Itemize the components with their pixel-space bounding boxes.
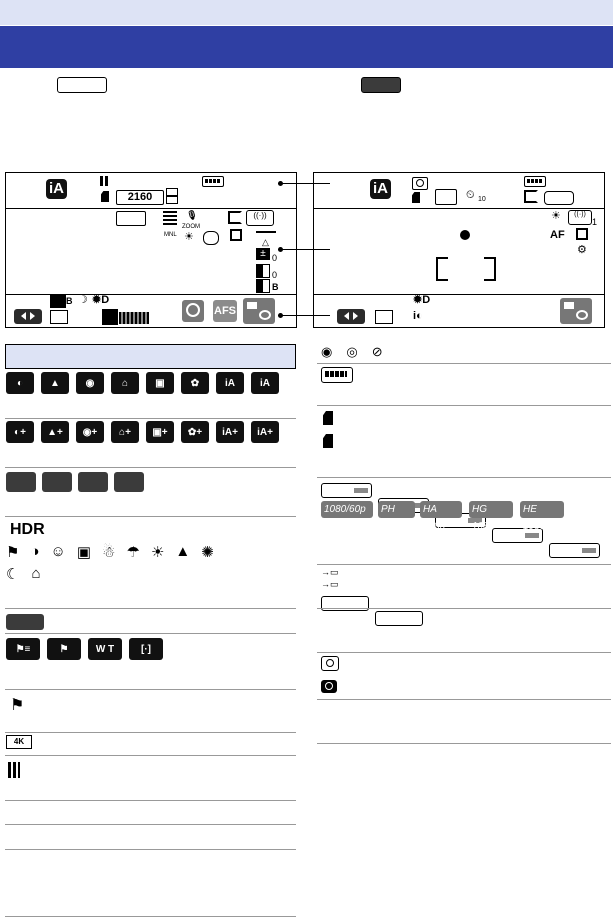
callout-line-3 <box>278 315 330 316</box>
card-icon-1 <box>323 411 333 425</box>
hdr-icon: HDR <box>10 521 45 538</box>
wifi-off-icon: ⊘ <box>371 344 383 359</box>
photo-divider-top <box>314 208 604 209</box>
portrait-mode-icon: ◑ <box>30 543 40 560</box>
right-row-line <box>317 363 611 364</box>
right-row-line <box>317 699 611 700</box>
iris-icon <box>256 279 270 293</box>
left-row-line <box>5 800 296 801</box>
scene-portrait-icon: ◐ <box>6 372 34 394</box>
af-frame-corner-tl <box>436 257 448 269</box>
callout-line-1 <box>278 183 330 184</box>
right-row-line <box>317 477 611 478</box>
left-row-line <box>5 732 296 733</box>
self-timer-icon: ⏲ <box>466 189 475 201</box>
slow-zoom-icons-row <box>6 638 166 662</box>
photo-recording-screen <box>313 172 605 328</box>
photo-sd-card-icon <box>412 192 420 203</box>
res-1080-60p: 1080/60p <box>321 501 373 518</box>
scene-icons-row <box>6 372 286 396</box>
top-band <box>0 0 613 25</box>
photo-divider-bottom <box>314 294 604 295</box>
burst-icon <box>8 762 20 778</box>
key-dark-icon <box>361 77 401 93</box>
sports-icon: ⚑ <box>6 544 20 561</box>
res-pill-7 <box>375 611 423 626</box>
card-icon-2 <box>323 434 333 448</box>
photo-face-detect-icon <box>576 228 588 240</box>
left-row-line <box>5 916 296 917</box>
left-row-line <box>5 516 296 517</box>
backlight-comp-icon <box>50 310 68 324</box>
photo-mode-switch-button[interactable] <box>560 298 592 324</box>
photo-quality-box <box>544 191 574 205</box>
photo-backlight-comp-icon <box>375 310 393 324</box>
intelligent-contrast-icon: ✹D <box>92 294 110 306</box>
res-pill-5 <box>549 543 600 558</box>
zoom-mic-label: ZOOM <box>182 224 200 230</box>
shutter-icon <box>256 264 270 278</box>
level-bar <box>256 231 276 233</box>
scene-macro-icon: ✿ <box>181 372 209 394</box>
scene-plus-ia-icon: iA+ <box>216 421 244 443</box>
res-pill-1 <box>321 483 372 498</box>
left-row-line <box>5 467 296 468</box>
manual-mic-label: MNL <box>164 232 177 238</box>
scene-scenery-icon: ▲ <box>41 372 69 394</box>
right-row-line <box>317 652 611 653</box>
key-outline-icon <box>57 77 107 93</box>
sd-card-icon <box>101 191 109 202</box>
resolution-badge: 2160 <box>116 190 164 205</box>
scene-low-light-icon: ⌂ <box>111 372 139 394</box>
video-recording-screen <box>5 172 297 328</box>
scene-plus-portrait-icon: ◐+ <box>6 421 34 443</box>
night-scenery-icon: ☾ <box>6 566 20 583</box>
brightness-icon: ☀ <box>184 231 194 243</box>
left-row-line <box>5 418 296 419</box>
scene-plus-ia-plus-icon: iA+ <box>251 421 279 443</box>
stabilizer-icon: ((·)) <box>246 210 274 226</box>
scene-plus-spotlight-icon: ◉+ <box>76 421 104 443</box>
photo-menu-arrows-button[interactable] <box>337 309 365 324</box>
ball-scene-icon <box>119 312 149 324</box>
scene-plus-scenery-icon: ▲+ <box>41 421 69 443</box>
photo-stabilizer-value: 1 <box>592 217 598 227</box>
af-frame-corner-tr <box>484 257 496 269</box>
photo-intelligent-auto-icon: iA <box>370 179 391 199</box>
sub-window-icon <box>50 295 66 308</box>
dark-key-5-icon <box>6 614 44 630</box>
relay-arrow-2-icon: →▭ <box>321 579 339 589</box>
dark-key-2-icon <box>42 472 72 492</box>
slow-motion-icon: ⚑≡ <box>6 638 40 660</box>
exposure-value: 0 <box>272 253 278 263</box>
res-ha-1080: HA 1080 <box>420 501 462 518</box>
right-row-line <box>317 405 611 406</box>
iris-value: B <box>272 282 279 292</box>
scenery-icon: ▲ <box>175 543 191 560</box>
camera-filled-icon <box>321 680 337 693</box>
intelligent-auto-icon: iA <box>46 179 67 199</box>
face-detect-icon <box>230 229 242 241</box>
night-mode-icon: ☽ <box>78 294 88 306</box>
zoom-mic-icon: 🎙 <box>186 210 198 220</box>
pause-bar-left <box>100 176 103 186</box>
frame-guide-icon: [·] <box>129 638 163 660</box>
callout-dot-2 <box>278 247 283 252</box>
photo-frame-icon <box>524 190 538 203</box>
res-hg-1080: HG 1080 <box>469 501 513 518</box>
left-row-line <box>5 824 296 825</box>
level-triangle: △ <box>262 237 269 247</box>
dest-card-b-icon <box>166 196 178 204</box>
callout-line-2 <box>278 249 330 250</box>
scene-spotlight-icon: ◉ <box>76 372 104 394</box>
title-band <box>0 26 613 68</box>
wifi-connected-icon: ◉ <box>321 344 333 359</box>
left-row-line <box>5 633 296 634</box>
scene-ia-plus-icon: iA <box>251 372 279 394</box>
fireworks-icon: ✺ <box>201 544 214 561</box>
wifi-icons-row <box>321 344 391 362</box>
wifi-icon: ◎ <box>346 344 358 359</box>
backlight-icon <box>203 231 219 245</box>
relay-arrow-1-icon: →▭ <box>321 567 339 577</box>
left-table-header <box>5 344 296 369</box>
camera-outline-icon <box>321 656 339 671</box>
portrait-icon <box>102 309 118 325</box>
sunset-icon: ☀ <box>150 544 165 561</box>
exposure-icon: ± <box>256 248 270 260</box>
left-row-line <box>5 849 296 850</box>
af-mode-label: AF <box>550 229 565 241</box>
scene-plus-low-light-icon: ⌂+ <box>111 421 139 443</box>
spotlight-icon: ▣ <box>76 544 92 561</box>
scene-plus-icons-row <box>6 421 286 445</box>
left-row-line <box>5 689 296 690</box>
right-row-line <box>317 743 611 744</box>
battery-icon <box>202 176 224 187</box>
mode-switch-button[interactable] <box>243 298 275 324</box>
af-point-icon <box>460 230 470 240</box>
shutter-value: 0 <box>272 270 278 280</box>
af-frame-corner-bl <box>436 269 448 281</box>
frame-icon <box>228 211 242 224</box>
wind-noise-icon <box>163 211 177 225</box>
left-row-line <box>5 755 296 756</box>
fade-icon: ⚑ <box>47 638 81 660</box>
white-balance-box <box>116 211 146 226</box>
callout-dot-3 <box>278 313 283 318</box>
photo-brightness-icon: ☀ <box>551 210 561 222</box>
zoom-speed-icon: W T <box>88 638 122 660</box>
picture-size-box <box>435 189 457 205</box>
camera-icon <box>412 177 428 190</box>
divider-top <box>6 208 296 209</box>
gear-icon: ⚙ <box>577 244 587 256</box>
menu-arrows-button[interactable] <box>14 309 42 324</box>
ball-scene-row-icon: ⚑ <box>10 697 25 714</box>
scene-mode-icons-row <box>6 543 291 563</box>
dark-key-1-icon <box>6 472 36 492</box>
right-row-line <box>317 564 611 565</box>
callout-dot-1 <box>278 181 283 186</box>
left-row-line <box>5 608 296 609</box>
low-light-icon: ⌂ <box>31 565 41 582</box>
res-he-1080: HE 1080 <box>520 501 564 518</box>
scene-ia-icon: iA <box>216 372 244 394</box>
dark-key-3-icon <box>78 472 108 492</box>
mic-level-button[interactable] <box>182 300 204 322</box>
self-timer-value: 10 <box>478 196 486 203</box>
scene-night-icon: ▣ <box>146 372 174 394</box>
photo-i-contrast-icon: i◐ <box>413 310 423 322</box>
snow-icon: ☃ <box>102 544 116 561</box>
sub-window-label: B <box>66 296 73 306</box>
pause-bar-right <box>105 176 108 186</box>
dest-card-a-icon <box>166 188 178 196</box>
scene-plus-macro-icon: ✿+ <box>181 421 209 443</box>
photo-stabilizer-icon: ((·)) <box>568 210 592 225</box>
af-frame-corner-br <box>484 269 496 281</box>
photo-intelligent-contrast-icon: ✹D <box>413 294 431 306</box>
dark-key-4-icon <box>114 472 144 492</box>
beach-icon: ☂ <box>126 544 140 561</box>
photo-battery-icon <box>524 176 546 187</box>
right-row-line <box>317 608 611 609</box>
soft-skin-icon: ☺ <box>50 543 66 560</box>
battery-level-icon <box>321 367 353 383</box>
four-k-photo-icon: 4K <box>6 735 32 749</box>
res-ph-1080: PH 1080 <box>378 501 415 518</box>
afs-button[interactable]: AFS <box>213 300 237 322</box>
scene-plus-night-icon: ▣+ <box>146 421 174 443</box>
scene-mode-icons-row-2 <box>6 565 66 585</box>
